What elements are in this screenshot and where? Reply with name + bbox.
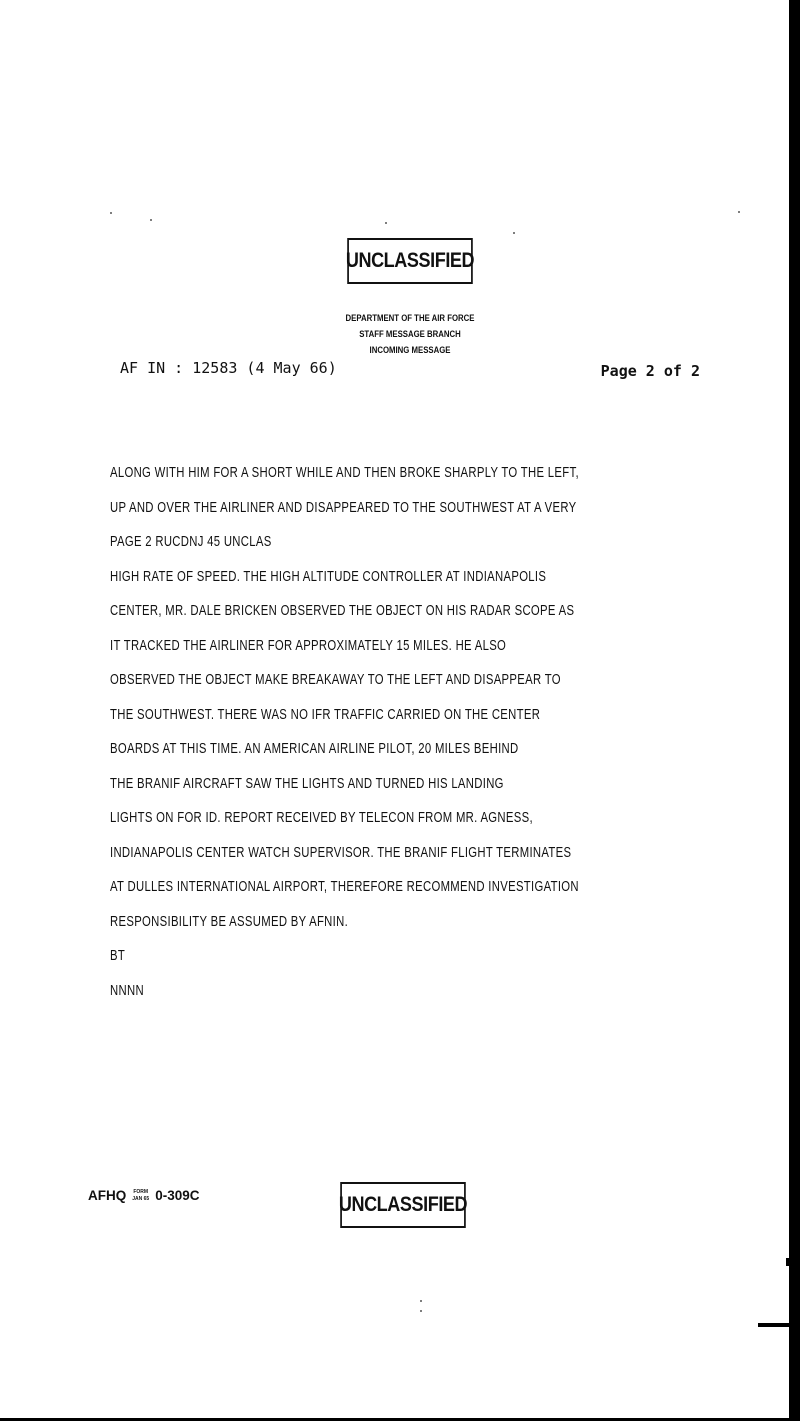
message-line: RESPONSIBILITY BE ASSUMED BY AFNIN. <box>110 913 349 930</box>
classification-marking-top: UNCLASSIFIED <box>347 238 473 284</box>
department-name: DEPARTMENT OF THE AIR FORCE <box>345 313 475 324</box>
message-line: THE BRANIF AIRCRAFT SAW THE LIGHTS AND TURNED HIS LANDING <box>110 775 504 792</box>
scan-speck <box>420 1300 422 1302</box>
message-line: HIGH RATE OF SPEED. THE HIGH ALTITUDE CONTROLLER AT INDIANAPOLIS <box>110 568 547 585</box>
message-line: NNNN <box>110 982 144 999</box>
message-line: BT <box>110 948 126 964</box>
form-number: 0-309C <box>155 1188 200 1203</box>
message-line: CENTER, MR. DALE BRICKEN OBSERVED THE OBJECT ON HIS RADAR SCOPE AS <box>110 603 575 619</box>
scan-speck <box>385 222 387 224</box>
scan-speck <box>513 232 515 234</box>
form-date-stack <box>132 1189 149 1203</box>
scan-speck <box>110 212 112 214</box>
message-line: ALONG WITH HIM FOR A SHORT WHILE AND THEN BROKE SHARPLY TO THE LEFT, <box>110 465 579 481</box>
message-line: LIGHTS ON FOR ID. REPORT RECEIVED BY TELECON FROM MR. AGNESS, <box>110 810 533 826</box>
form-date: JAN 65 <box>132 1195 150 1202</box>
message-line: UP AND OVER THE AIRLINER AND DISAPPEARED TO THE SOUTHWEST AT A VERY <box>110 499 577 516</box>
message-line: BOARDS AT THIS TIME. AN AMERICAN AIRLINE PILOT, 20 MILES BEHIND <box>110 741 519 757</box>
message-body <box>110 462 670 1014</box>
scan-edge-tick <box>758 1323 800 1327</box>
message-reference: AF IN : 12583 (4 May 66) <box>120 359 337 377</box>
message-line: AT DULLES INTERNATIONAL AIRPORT, THEREFORE RECOMMEND INVESTIGATION <box>110 879 579 895</box>
page-number: Page 2 of 2 <box>600 362 700 380</box>
form-identifier <box>88 1188 199 1203</box>
scan-edge-right <box>789 0 800 1421</box>
scan-speck <box>150 219 152 221</box>
scan-speck <box>420 1310 422 1312</box>
classification-marking-bottom: UNCLASSIFIED <box>340 1182 466 1228</box>
branch-name: STAFF MESSAGE BRANCH <box>359 329 461 340</box>
message-line: PAGE 2 RUCDNJ 45 UNCLAS <box>110 534 272 550</box>
message-line: THE SOUTHWEST. THERE WAS NO IFR TRAFFIC CARRIED ON THE CENTER <box>110 706 541 723</box>
form-prefix: AFHQ <box>88 1188 127 1203</box>
scan-edge-notch <box>786 1258 800 1266</box>
message-line: OBSERVED THE OBJECT MAKE BREAKAWAY TO THE LEFT AND DISAPPEAR TO <box>110 672 561 688</box>
department-header <box>279 311 541 359</box>
message-line: IT TRACKED THE AIRLINER FOR APPROXIMATELY 15 MILES. HE ALSO <box>110 637 507 654</box>
message-type: INCOMING MESSAGE <box>369 345 451 356</box>
message-line: INDIANAPOLIS CENTER WATCH SUPERVISOR. THE BRANIF FLIGHT TERMINATES <box>110 844 572 861</box>
form-label: FORM <box>133 1188 149 1195</box>
scan-speck <box>738 211 740 213</box>
